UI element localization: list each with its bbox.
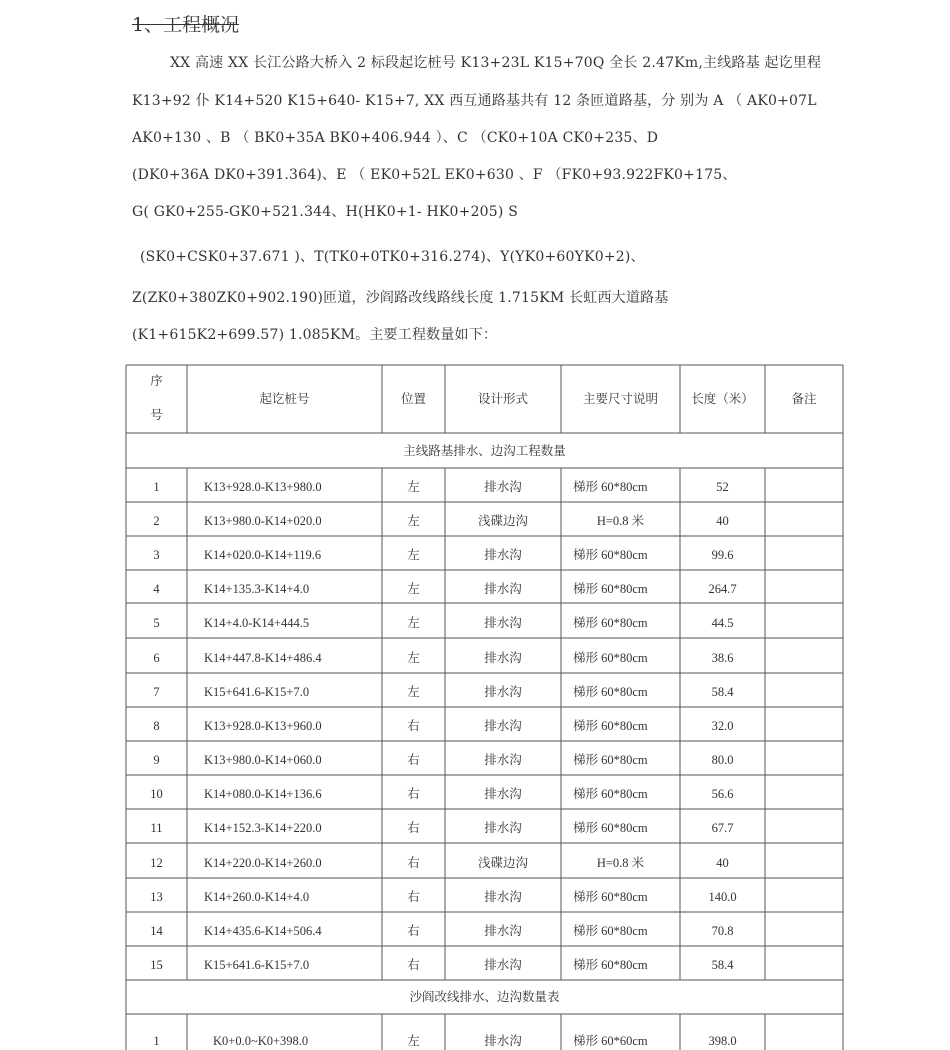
table-cell: 排水沟 — [484, 684, 522, 699]
table-cell: 1 — [153, 1033, 160, 1048]
table-cell-size: 梯形 60*80cm — [573, 889, 648, 904]
table-cell: 排水沟 — [484, 615, 522, 630]
table-cell: 浅碟边沟 — [477, 513, 529, 528]
table-cell-station: K14+020.0-K14+119.6 — [204, 547, 322, 562]
table-cell: 排水沟 — [484, 650, 522, 665]
table-cell: 左 — [407, 650, 420, 665]
paragraph-line: (DK0+36A DK0+391.364)、E （ EK0+52L EK0+630 、F （FK0+93.922FK0+175、 — [132, 167, 737, 183]
table-cell: 排水沟 — [484, 718, 522, 733]
table-cell: 58.4 — [711, 957, 734, 972]
table-cell: 左 — [407, 513, 420, 528]
paragraph-line: K13+92 仆 K14+520 K15+640- K15+7, XX 西互通路基共有 12 条匝道路基，分 别为 A （ AK0+07L — [132, 93, 817, 109]
table-cell: 左 — [407, 547, 420, 562]
table-cell: 6 — [153, 650, 160, 665]
table-cell-station: K13+980.0-K14+060.0 — [204, 752, 322, 767]
table-cell-station: K14+4.0-K14+444.5 — [204, 615, 310, 630]
table-cell: 右 — [407, 957, 420, 972]
table-cell: 12 — [150, 855, 163, 870]
table-cell: 44.5 — [711, 615, 734, 630]
table-cell-station: K13+928.0-K13+980.0 — [204, 479, 322, 494]
table-cell-size: 梯形 60*60cm — [573, 1033, 648, 1048]
table-cell-size: 梯形 60*80cm — [573, 957, 648, 972]
table-cell: 浅碟边沟 — [477, 855, 529, 870]
table-cell-size: 梯形 60*80cm — [573, 752, 648, 767]
table-cell: 右 — [407, 855, 420, 870]
table-cell: 264.7 — [708, 581, 737, 596]
table-cell: 99.6 — [711, 547, 734, 562]
table-cell: 7 — [153, 684, 160, 699]
table-cell: 左 — [407, 581, 420, 596]
header-cell: 设计形式 — [477, 391, 529, 406]
table-cell: 70.8 — [711, 923, 734, 938]
table-cell: 58.4 — [711, 684, 734, 699]
table-cell-size: 梯形 60*80cm — [573, 650, 648, 665]
table-cell: 9 — [153, 752, 160, 767]
header-cell: 位置 — [400, 391, 427, 406]
header-cell: 长度（米） — [691, 391, 754, 406]
table-cell-station: K15+641.6-K15+7.0 — [204, 684, 310, 699]
table-cell-size: 梯形 60*80cm — [573, 718, 648, 733]
table-cell-size: 梯形 60*80cm — [573, 820, 648, 835]
table-cell: 14 — [150, 923, 163, 938]
table-cell: 2 — [153, 513, 160, 528]
table-cell: 排水沟 — [484, 957, 522, 972]
table-cell-station: K0+0.0~K0+398.0 — [213, 1033, 309, 1048]
table-cell: 排水沟 — [484, 786, 522, 801]
paragraph-line: (K1+615K2+699.57) 1.085KM。主要工程数量如下： — [132, 327, 498, 343]
table-cell: 右 — [407, 718, 420, 733]
table-cell: 10 — [150, 786, 163, 801]
table-cell: 排水沟 — [484, 547, 522, 562]
table-cell-station: K14+447.8-K14+486.4 — [204, 650, 322, 665]
table-cell-station: K14+152.3-K14+220.0 — [204, 820, 322, 835]
table-cell: H=0.8 米 — [596, 513, 645, 528]
table-cell-size: 梯形 60*80cm — [573, 581, 648, 596]
table-cell: 11 — [150, 820, 163, 835]
table-cell: 140.0 — [708, 889, 737, 904]
table-cell: 3 — [153, 547, 160, 562]
table-cell: 80.0 — [711, 752, 734, 767]
table-cell: 右 — [407, 752, 420, 767]
table-cell: 右 — [407, 889, 420, 904]
header-cell-seq-top: 序 — [150, 373, 163, 388]
table-cell: 4 — [153, 581, 160, 596]
table-cell: 13 — [150, 889, 163, 904]
header-cell-seq-bottom: 号 — [150, 407, 163, 422]
table-cell: 32.0 — [711, 718, 734, 733]
table-cell: 排水沟 — [484, 923, 522, 938]
paragraph-line: (SK0+CSK0+37.671 )、T(TK0+0TK0+316.274)、Y(YK0+60YK0+2)、 — [140, 249, 645, 265]
table-cell-size: 梯形 60*80cm — [573, 615, 648, 630]
table-cell-size: 梯形 60*80cm — [573, 684, 648, 699]
section-title: 沙阎改线排水、边沟数量表 — [409, 989, 560, 1004]
table-cell: 排水沟 — [484, 752, 522, 767]
table-cell: 15 — [150, 957, 163, 972]
table-cell-station: K15+641.6-K15+7.0 — [204, 957, 310, 972]
table-cell: 排水沟 — [484, 479, 522, 494]
table-cell: 1 — [153, 479, 160, 494]
table-cell-station: K14+260.0-K14+4.0 — [204, 889, 310, 904]
section-heading: 1、工程概况 — [132, 14, 240, 36]
header-cell: 主要尺寸说明 — [582, 391, 659, 406]
table-cell: 右 — [407, 820, 420, 835]
table-cell: 右 — [407, 786, 420, 801]
table-cell: 左 — [407, 479, 420, 494]
table-cell: 398.0 — [708, 1033, 737, 1048]
table-cell: 左 — [407, 1033, 420, 1048]
table-cell: 5 — [153, 615, 160, 630]
header-cell: 起讫桩号 — [259, 391, 310, 406]
table-cell: 40 — [716, 855, 729, 870]
paragraph-line: XX 高速 XX 长江公路大桥入 2 标段起讫桩号 K13+23L K15+70Q 全长 2.47Km,主线路基 起讫里程 — [170, 55, 822, 71]
table-cell: 排水沟 — [484, 820, 522, 835]
table-cell: 排水沟 — [484, 1033, 522, 1048]
table-cell-station: K14+080.0-K14+136.6 — [204, 786, 322, 801]
table-cell: 67.7 — [711, 820, 734, 835]
table-cell-size: 梯形 60*80cm — [573, 923, 648, 938]
table-cell: 右 — [407, 923, 420, 938]
table-cell-size: 梯形 60*80cm — [573, 479, 648, 494]
table-cell: 40 — [716, 513, 729, 528]
table-cell: 排水沟 — [484, 889, 522, 904]
table-cell-size: 梯形 60*80cm — [573, 786, 648, 801]
table-cell: H=0.8 米 — [596, 855, 645, 870]
section-title: 主线路基排水、边沟工程数量 — [403, 443, 566, 458]
table-cell: 52 — [716, 479, 729, 494]
table-cell: 排水沟 — [484, 581, 522, 596]
paragraph-line: G( GK0+255-GK0+521.344、H(HK0+1- HK0+205) S — [132, 204, 518, 220]
table-cell-station: K14+435.6-K14+506.4 — [204, 923, 322, 938]
paragraph-line: Z(ZK0+380ZK0+902.190)匝道，沙阎路改线路线长度 1.715KM 长虹西大道路基 — [132, 290, 669, 306]
table-cell: 8 — [153, 718, 160, 733]
table-cell-size: 梯形 60*80cm — [573, 547, 648, 562]
table-cell-station: K13+980.0-K14+020.0 — [204, 513, 322, 528]
table-cell: 左 — [407, 684, 420, 699]
table-cell-station: K14+135.3-K14+4.0 — [204, 581, 310, 596]
table-cell-station: K13+928.0-K13+960.0 — [204, 718, 322, 733]
table-cell: 左 — [407, 615, 420, 630]
table-cell-station: K14+220.0-K14+260.0 — [204, 855, 322, 870]
table-cell: 38.6 — [711, 650, 734, 665]
table-cell: 56.6 — [711, 786, 734, 801]
header-cell: 备注 — [791, 391, 817, 406]
paragraph-line: AK0+130 、B （ BK0+35A BK0+406.944 ）、C （CK0+10A CK0+235、D — [132, 130, 659, 146]
